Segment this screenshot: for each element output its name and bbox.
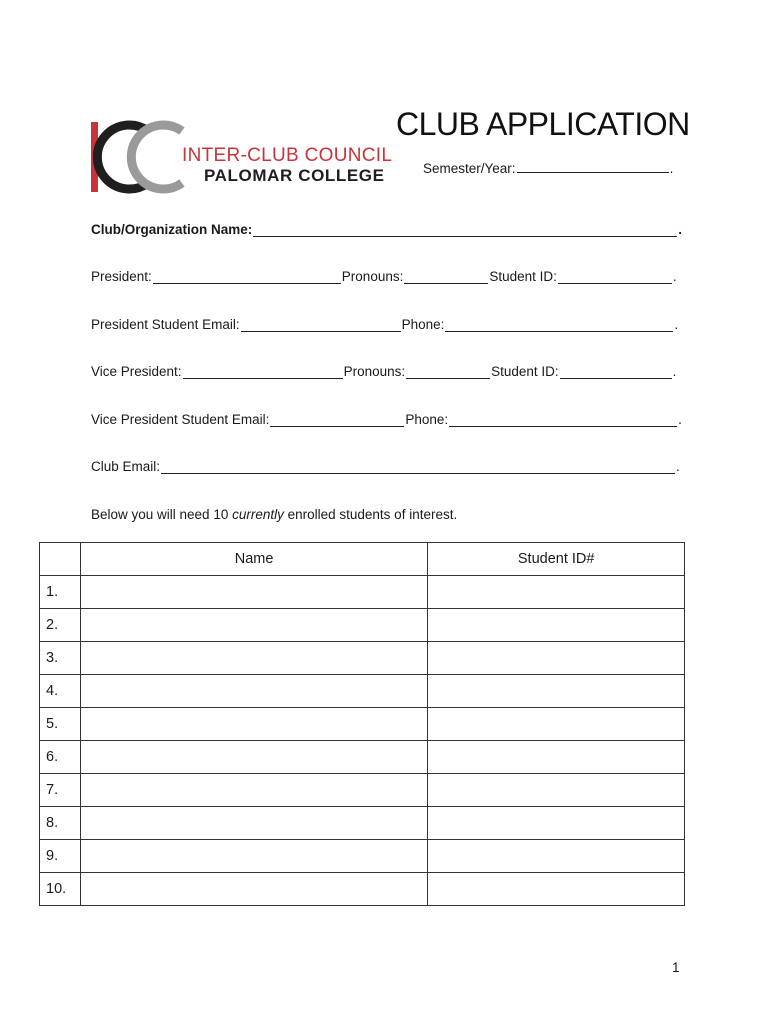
vp-student-id-label: Student ID: [491,364,559,379]
inter-club-council-logo [86,117,393,197]
vp-pronouns-label: Pronouns: [343,364,406,379]
student-id-blank[interactable] [558,269,672,284]
phone-blank[interactable] [445,317,673,332]
student-id-cell[interactable] [428,873,685,906]
student-name-cell[interactable] [80,840,427,873]
student-name-cell[interactable] [80,807,427,840]
student-id-cell[interactable] [428,609,685,642]
student-id-header: Student ID# [428,543,685,576]
pronouns-label: Pronouns: [341,269,404,284]
table-row [40,774,685,807]
table-row [40,609,685,642]
student-name-cell[interactable] [80,642,427,675]
row-number: 2. [40,609,81,642]
student-id-cell[interactable] [428,840,685,873]
semester-year-field[interactable]: Semester/Year: . [423,158,673,176]
row-number: 4. [40,675,81,708]
student-id-cell[interactable] [428,576,685,609]
vp-student-id-blank[interactable] [560,364,672,379]
student-id-cell[interactable] [428,741,685,774]
row-number: 6. [40,741,81,774]
club-email-label: Club Email: [91,459,161,474]
pronouns-blank[interactable] [404,269,488,284]
student-name-cell[interactable] [80,873,427,906]
students-intro: Below you will need 10 currently enrolled students of interest. [91,507,458,522]
student-name-cell[interactable] [80,708,427,741]
table-row [40,840,685,873]
president-blank[interactable] [153,269,341,284]
name-header: Name [80,543,427,576]
club-email-blank[interactable] [161,459,675,474]
vice-president-label: Vice President: [91,364,182,379]
vp-email-row: Vice President Student Email: Phone: . [91,412,682,427]
student-name-cell[interactable] [80,675,427,708]
semester-year-blank[interactable] [517,158,669,173]
row-number: 7. [40,774,81,807]
table-row [40,642,685,675]
table-row [40,741,685,774]
president-email-label: President Student Email: [91,317,240,332]
club-name-field[interactable]: Club/Organization Name: . [91,222,683,237]
vice-president-blank[interactable] [183,364,343,379]
logo-line-college: PALOMAR COLLEGE [204,166,385,185]
student-id-cell[interactable] [428,708,685,741]
row-number: 1. [40,576,81,609]
logo-line-council: INTER-CLUB COUNCIL [182,145,393,166]
phone-label: Phone: [401,317,445,332]
table-row [40,708,685,741]
student-name-cell[interactable] [80,576,427,609]
table-header-row [40,543,685,576]
club-email-row: Club Email: . [91,459,680,474]
student-name-cell[interactable] [80,774,427,807]
student-name-cell[interactable] [80,741,427,774]
president-row: President: Pronouns: Student ID: . [91,269,677,284]
row-number: 10. [40,873,81,906]
icc-logo-mark [86,117,186,197]
vp-pronouns-blank[interactable] [406,364,490,379]
row-number: 3. [40,642,81,675]
number-header [40,543,81,576]
president-label: President: [91,269,152,284]
club-name-label: Club/Organization Name: [91,222,253,237]
row-number: 9. [40,840,81,873]
student-id-cell[interactable] [428,774,685,807]
table-row [40,807,685,840]
student-id-cell[interactable] [428,675,685,708]
president-email-row: President Student Email: Phone: . [91,317,679,332]
student-name-cell[interactable] [80,609,427,642]
row-number: 5. [40,708,81,741]
student-id-label: Student ID: [489,269,557,284]
semester-year-label: Semester/Year: [423,161,516,176]
student-id-cell[interactable] [428,642,685,675]
table-row [40,675,685,708]
page-number: 1 [672,960,680,975]
students-table [39,542,685,906]
page-title: CLUB APPLICATION [396,106,690,142]
club-name-blank[interactable] [253,222,677,237]
vp-phone-label: Phone: [405,412,449,427]
row-number: 8. [40,807,81,840]
table-row [40,873,685,906]
vice-president-row: Vice President: Pronouns: Student ID: . [91,364,677,379]
vp-email-label: Vice President Student Email: [91,412,270,427]
president-email-blank[interactable] [241,317,401,332]
student-id-cell[interactable] [428,807,685,840]
vp-email-blank[interactable] [270,412,404,427]
table-row [40,576,685,609]
vp-phone-blank[interactable] [449,412,677,427]
